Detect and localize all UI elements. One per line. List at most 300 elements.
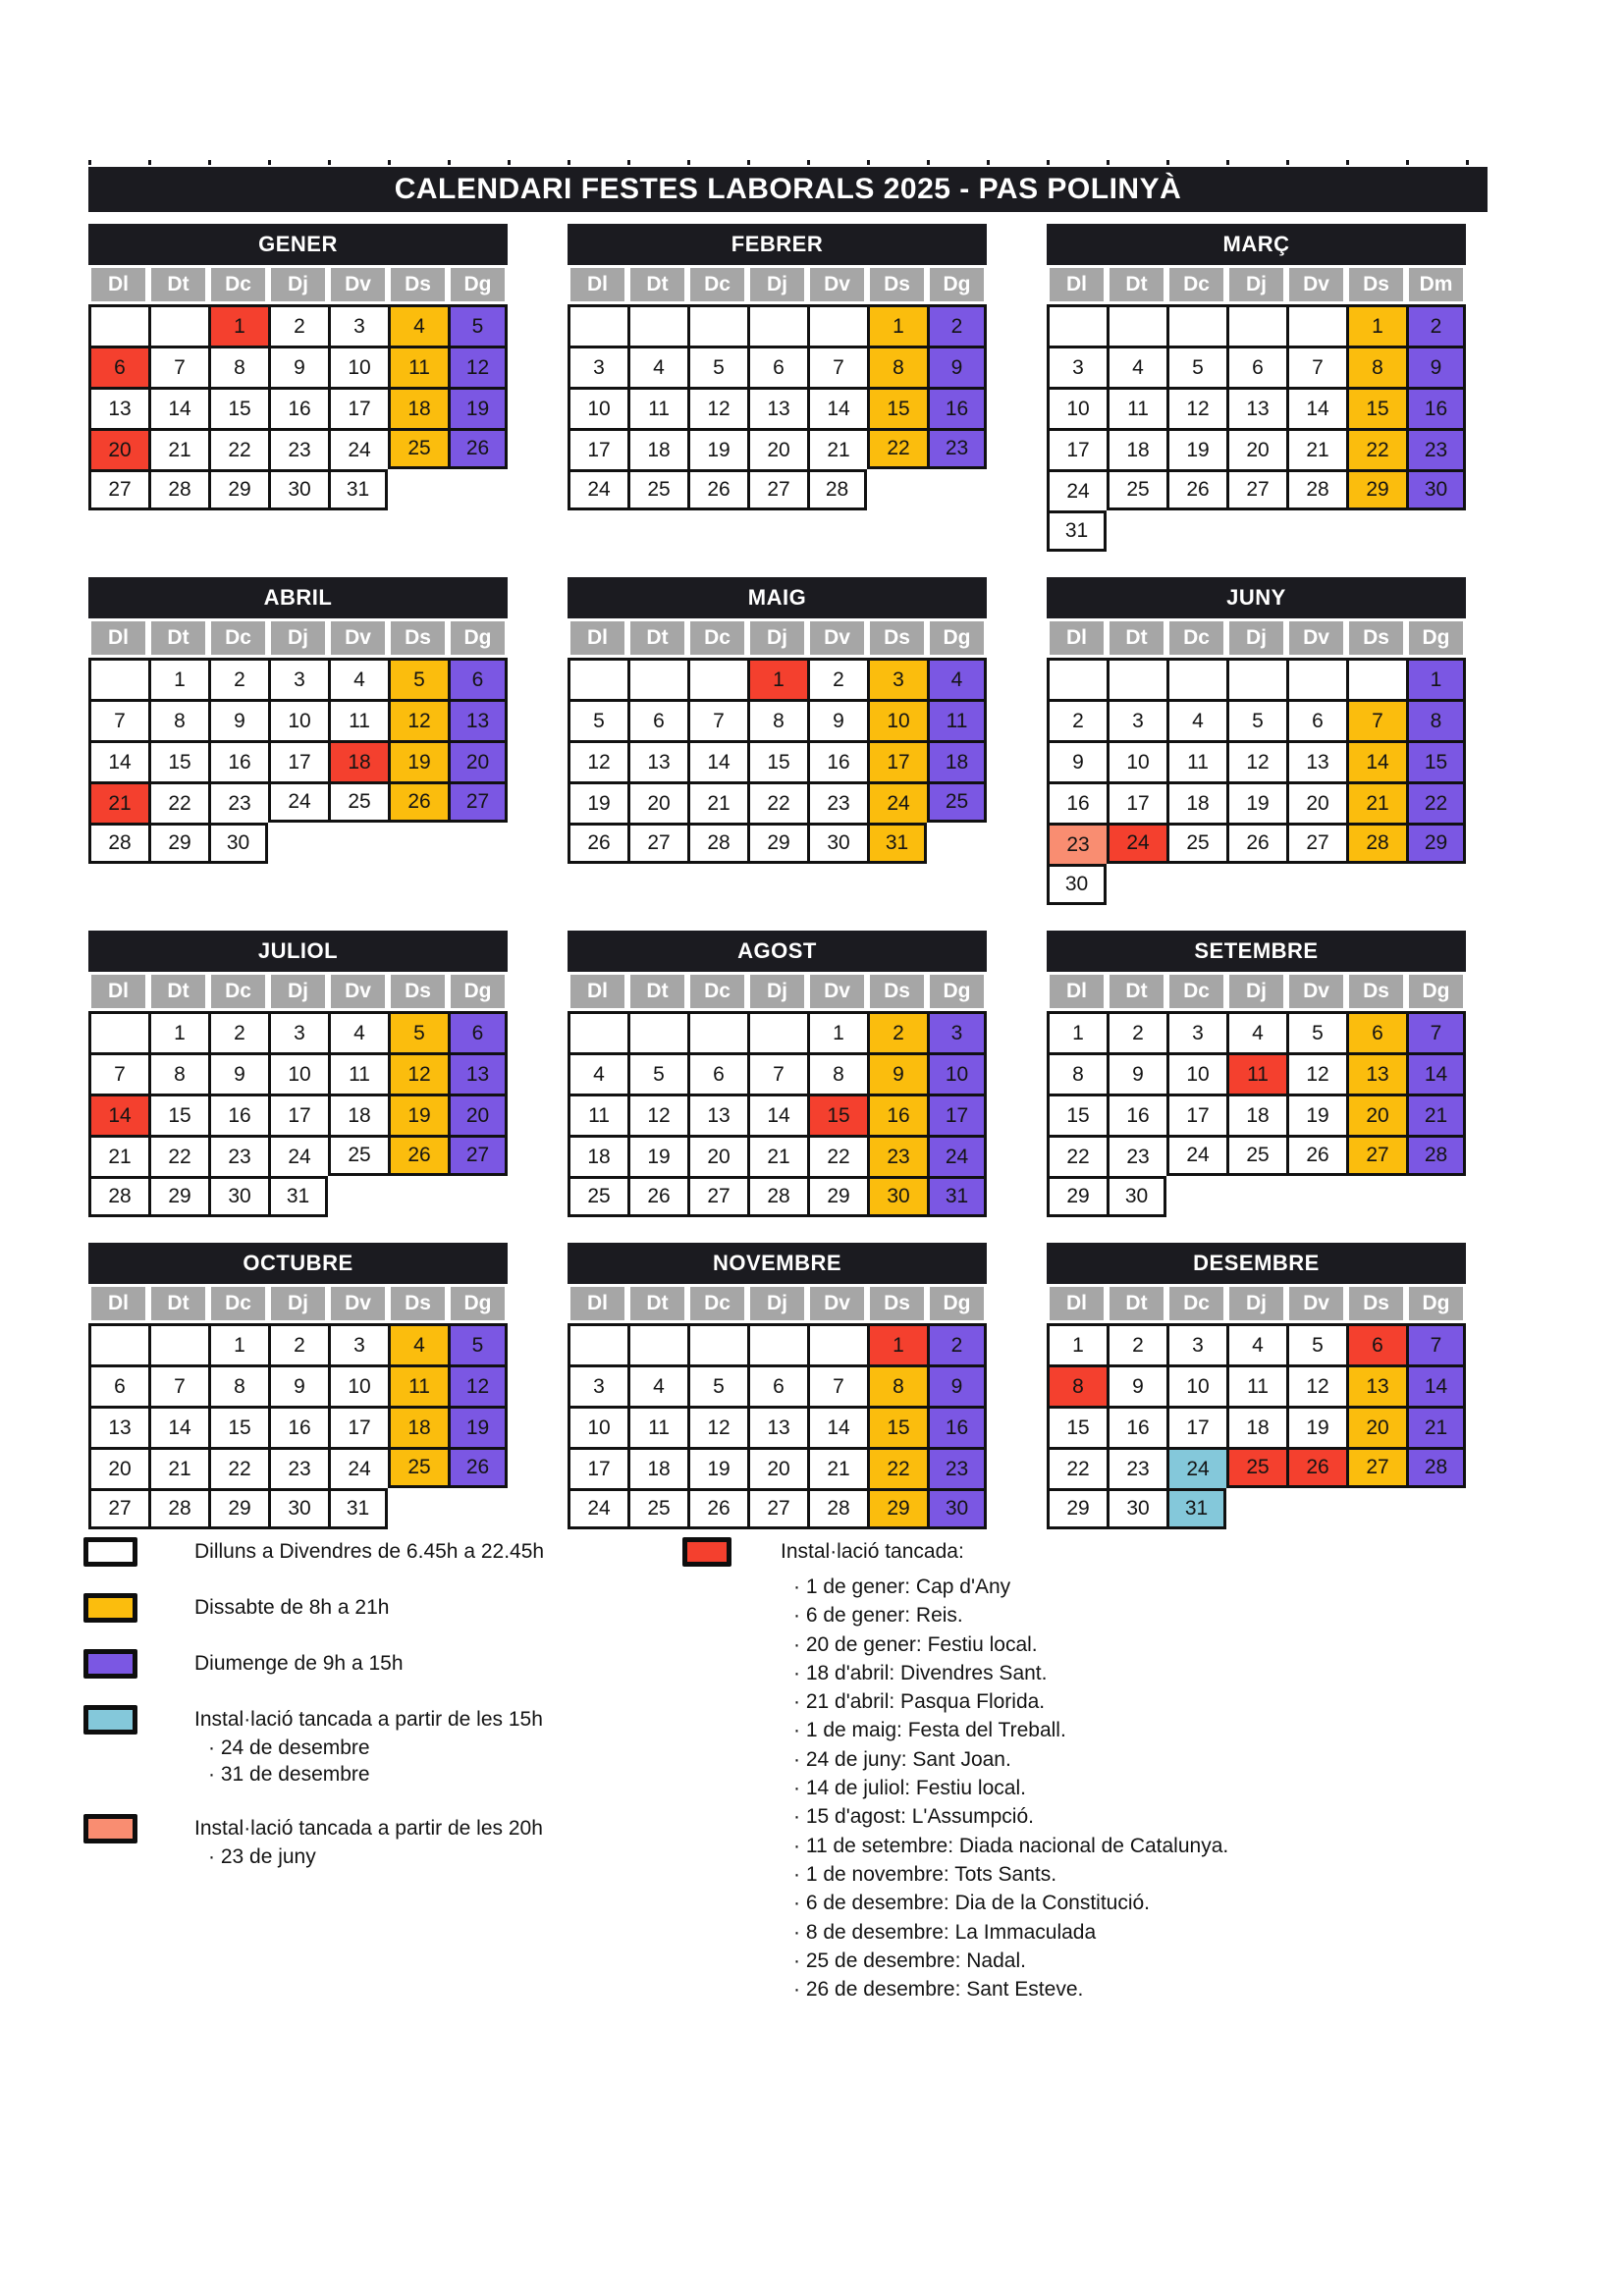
day-cell: 4	[388, 1323, 448, 1364]
day-cell: 16	[1406, 387, 1466, 428]
dow-header: Dl	[570, 975, 624, 1008]
day-cell: 30	[1107, 1488, 1166, 1529]
day-cell: 3	[927, 1011, 987, 1052]
day-cell: 13	[1346, 1052, 1406, 1094]
legend-item	[83, 1814, 633, 1870]
legend-swatch-c15	[83, 1705, 137, 1735]
day-cell: 13	[747, 1406, 807, 1447]
dow-header: Dt	[630, 1287, 684, 1320]
month-febrer	[568, 224, 990, 510]
day-cell: 20	[1226, 428, 1286, 469]
dow-header: Dj	[1229, 1287, 1283, 1320]
dow-header: Dj	[750, 975, 804, 1008]
day-cell: 14	[1406, 1364, 1466, 1406]
day-cell: 8	[1346, 346, 1406, 387]
dow-header-row	[568, 1284, 987, 1323]
day-cell: 19	[1226, 781, 1286, 823]
day-cell: 31	[1166, 1488, 1226, 1529]
dow-header: Dg	[1409, 1287, 1463, 1320]
day-cell: 11	[1166, 740, 1226, 781]
week-row	[88, 740, 511, 781]
day-cell: 3	[1047, 346, 1107, 387]
day-cell: 3	[568, 1364, 627, 1406]
day-cell: 16	[268, 1406, 328, 1447]
day-cell: 9	[927, 346, 987, 387]
empty-slot	[1406, 1488, 1466, 1529]
day-cell: 20	[627, 781, 687, 823]
week-row	[1047, 1323, 1469, 1364]
dow-header: Dj	[1229, 975, 1283, 1008]
dow-header: Dt	[630, 268, 684, 301]
day-cell: 3	[268, 658, 328, 699]
day-cell: 6	[1226, 346, 1286, 387]
day-cell-blank	[1286, 658, 1346, 699]
day-cell: 10	[328, 346, 388, 387]
day-cell-blank	[1226, 658, 1286, 699]
day-cell: 30	[208, 823, 268, 864]
empty-slot	[1166, 1176, 1226, 1217]
day-cell-blank	[568, 1011, 627, 1052]
day-cell: 20	[1346, 1406, 1406, 1447]
day-cell: 15	[747, 740, 807, 781]
week-row	[568, 346, 990, 387]
day-cell: 2	[268, 304, 328, 346]
legend-swatch-c20	[83, 1814, 137, 1843]
day-cell: 4	[388, 304, 448, 346]
day-cell: 19	[687, 1447, 747, 1488]
day-cell-blank	[687, 658, 747, 699]
empty-slot	[1346, 1176, 1406, 1217]
dow-header: Dv	[1289, 1287, 1343, 1320]
day-cell: 23	[208, 781, 268, 823]
dow-header: Dv	[810, 621, 864, 655]
day-cell: 12	[687, 387, 747, 428]
empty-slot	[1226, 510, 1286, 552]
day-cell: 30	[1047, 864, 1107, 905]
week-row	[568, 428, 990, 469]
day-cell: 8	[148, 1052, 208, 1094]
day-cell: 4	[1226, 1011, 1286, 1052]
empty-slot	[1346, 510, 1406, 552]
month-març	[1047, 224, 1469, 552]
closed-day-item: · 25 de desembre: Nadal.	[793, 1949, 1026, 1972]
day-cell-blank	[1107, 304, 1166, 346]
day-cell: 3	[1166, 1323, 1226, 1364]
day-cell-blank	[687, 1323, 747, 1364]
month-abril	[88, 577, 511, 864]
day-cell: 4	[1107, 346, 1166, 387]
legend-swatch-closed	[682, 1537, 731, 1567]
week-row	[568, 469, 990, 510]
dow-header: Dt	[151, 975, 205, 1008]
day-cell: 15	[208, 1406, 268, 1447]
dow-header: Dj	[750, 1287, 804, 1320]
day-cell: 24	[1166, 1447, 1226, 1488]
day-cell: 27	[1346, 1447, 1406, 1488]
day-cell: 14	[1406, 1052, 1466, 1094]
week-row	[88, 1406, 511, 1447]
month-title: FEBRER	[568, 224, 987, 265]
day-cell: 21	[687, 781, 747, 823]
day-cell: 20	[687, 1135, 747, 1176]
day-cell: 14	[88, 1094, 148, 1135]
legend-closed-items	[793, 1573, 1389, 2003]
day-cell: 22	[208, 1447, 268, 1488]
day-cell-blank	[627, 658, 687, 699]
dow-header: Ds	[1349, 1287, 1403, 1320]
day-cell: 6	[747, 346, 807, 387]
day-cell: 29	[208, 469, 268, 510]
day-cell: 1	[148, 1011, 208, 1052]
day-cell: 7	[807, 1364, 867, 1406]
day-cell: 9	[208, 1052, 268, 1094]
day-cell: 9	[1047, 740, 1107, 781]
day-cell: 26	[448, 428, 508, 469]
day-cell: 2	[927, 304, 987, 346]
dow-header: Dg	[451, 268, 505, 301]
week-row	[1047, 1052, 1469, 1094]
day-cell-blank	[747, 1011, 807, 1052]
day-cell: 31	[328, 1488, 388, 1529]
day-cell-blank	[807, 304, 867, 346]
empty-slot	[1286, 1488, 1346, 1529]
legend-item-body	[194, 1814, 543, 1870]
day-cell: 29	[747, 823, 807, 864]
day-cell: 14	[807, 387, 867, 428]
day-cell: 2	[268, 1323, 328, 1364]
dow-header: Ds	[1349, 975, 1403, 1008]
day-cell: 18	[927, 740, 987, 781]
week-row	[568, 1488, 990, 1529]
day-cell: 29	[1047, 1176, 1107, 1217]
day-cell: 13	[687, 1094, 747, 1135]
empty-slot	[448, 823, 508, 864]
day-cell: 18	[1226, 1094, 1286, 1135]
day-cell: 15	[807, 1094, 867, 1135]
dow-header-row	[568, 618, 987, 658]
day-cell-blank	[1226, 304, 1286, 346]
week-row	[88, 658, 511, 699]
day-cell: 19	[1286, 1094, 1346, 1135]
day-cell: 28	[88, 1176, 148, 1217]
dow-header: Dj	[750, 268, 804, 301]
empty-slot	[1107, 510, 1166, 552]
empty-slot	[1226, 1488, 1286, 1529]
day-cell: 16	[208, 740, 268, 781]
day-cell: 12	[1226, 740, 1286, 781]
dow-header: Dv	[1289, 975, 1343, 1008]
empty-slot	[388, 469, 448, 510]
day-cell: 10	[867, 699, 927, 740]
day-cell: 25	[1166, 823, 1226, 864]
dow-header: Dj	[750, 621, 804, 655]
day-cell: 5	[1286, 1011, 1346, 1052]
empty-slot	[448, 1488, 508, 1529]
day-cell-blank	[88, 1011, 148, 1052]
day-cell: 11	[328, 1052, 388, 1094]
legend-item	[83, 1593, 633, 1623]
closed-day-item: · 20 de gener: Festiu local.	[793, 1632, 1038, 1656]
legend-label: Instal·lació tancada a partir de les 15h	[194, 1708, 543, 1731]
day-cell: 13	[448, 1052, 508, 1094]
day-cell: 6	[747, 1364, 807, 1406]
day-cell: 10	[927, 1052, 987, 1094]
day-cell: 13	[1346, 1364, 1406, 1406]
dow-header: Dg	[1409, 975, 1463, 1008]
day-cell: 17	[927, 1094, 987, 1135]
day-cell: 24	[268, 1135, 328, 1176]
dow-header-row	[88, 972, 508, 1011]
day-cell: 27	[747, 1488, 807, 1529]
dow-header: Dj	[271, 1287, 325, 1320]
dow-header: Dl	[570, 621, 624, 655]
day-cell: 22	[208, 428, 268, 469]
dow-header-row	[568, 972, 987, 1011]
day-cell: 24	[1166, 1135, 1226, 1176]
day-cell: 17	[1047, 428, 1107, 469]
day-cell-blank	[627, 1323, 687, 1364]
day-cell: 2	[1107, 1011, 1166, 1052]
day-cell: 16	[927, 387, 987, 428]
month-desembre	[1047, 1243, 1469, 1529]
day-cell: 10	[268, 699, 328, 740]
week-row	[88, 699, 511, 740]
dow-header: Dg	[930, 621, 984, 655]
empty-slot	[388, 1488, 448, 1529]
day-cell: 16	[867, 1094, 927, 1135]
day-cell: 18	[1166, 781, 1226, 823]
day-cell: 1	[747, 658, 807, 699]
closed-day-item: · 1 de gener: Cap d'Any	[793, 1575, 1011, 1598]
week-row	[1047, 1364, 1469, 1406]
day-cell: 9	[268, 346, 328, 387]
day-cell: 14	[687, 740, 747, 781]
day-cell: 5	[448, 304, 508, 346]
closed-day-item: · 24 de juny: Sant Joan.	[793, 1747, 1011, 1771]
dow-header: Dc	[690, 975, 744, 1008]
month-title: SETEMBRE	[1047, 931, 1466, 972]
dow-header: Dv	[810, 268, 864, 301]
day-cell: 15	[208, 387, 268, 428]
week-row	[1047, 469, 1469, 510]
day-cell: 11	[1226, 1364, 1286, 1406]
legend-swatch-w	[83, 1537, 137, 1567]
day-cell: 25	[1107, 469, 1166, 510]
day-cell: 19	[448, 1406, 508, 1447]
day-cell: 9	[268, 1364, 328, 1406]
day-cell: 3	[1107, 699, 1166, 740]
closed-day-item: · 6 de gener: Reis.	[793, 1604, 963, 1628]
day-cell: 24	[867, 781, 927, 823]
day-cell: 21	[148, 428, 208, 469]
day-cell: 16	[807, 740, 867, 781]
day-cell: 17	[1166, 1406, 1226, 1447]
day-cell: 5	[1286, 1323, 1346, 1364]
dow-header: Dv	[810, 1287, 864, 1320]
dow-header-row	[88, 618, 508, 658]
day-cell: 11	[1107, 387, 1166, 428]
week-row	[88, 469, 511, 510]
month-title: MAIG	[568, 577, 987, 618]
day-cell: 19	[388, 740, 448, 781]
week-row	[568, 781, 990, 823]
day-cell: 15	[867, 387, 927, 428]
day-cell: 14	[807, 1406, 867, 1447]
dow-header: Dc	[1169, 1287, 1223, 1320]
spreadsheet-gridline-ticks	[88, 160, 1488, 165]
day-cell: 6	[88, 346, 148, 387]
week-row	[568, 304, 990, 346]
day-cell: 19	[1166, 428, 1226, 469]
week-row	[568, 740, 990, 781]
day-cell: 15	[1406, 740, 1466, 781]
day-cell: 3	[568, 346, 627, 387]
day-cell: 25	[1226, 1447, 1286, 1488]
week-row	[568, 1052, 990, 1094]
day-cell: 5	[1226, 699, 1286, 740]
day-cell: 20	[88, 428, 148, 469]
day-cell: 4	[328, 658, 388, 699]
day-cell: 27	[88, 469, 148, 510]
dow-header: Dg	[451, 975, 505, 1008]
dow-header-row	[568, 265, 987, 304]
day-cell-blank	[747, 1323, 807, 1364]
day-cell: 30	[807, 823, 867, 864]
day-cell: 4	[1226, 1323, 1286, 1364]
dow-header: Dg	[451, 621, 505, 655]
legend-item-body	[194, 1537, 544, 1567]
dow-header: Dc	[211, 975, 265, 1008]
day-cell: 25	[927, 781, 987, 823]
day-cell: 1	[1047, 1011, 1107, 1052]
week-row	[1047, 304, 1469, 346]
dow-header: Dc	[211, 268, 265, 301]
month-title: OCTUBRE	[88, 1243, 508, 1284]
closed-day-item: · 1 de maig: Festa del Treball.	[793, 1719, 1066, 1742]
legend-label: Dissabte de 8h a 21h	[194, 1596, 390, 1619]
day-cell: 28	[148, 1488, 208, 1529]
day-cell: 17	[568, 428, 627, 469]
week-row	[1047, 1135, 1469, 1176]
day-cell: 21	[1406, 1406, 1466, 1447]
day-cell: 24	[328, 1447, 388, 1488]
dow-header: Ds	[870, 975, 924, 1008]
day-cell: 5	[687, 346, 747, 387]
day-cell: 6	[88, 1364, 148, 1406]
day-cell: 4	[1166, 699, 1226, 740]
dow-header: Dc	[211, 1287, 265, 1320]
month-title: DESEMBRE	[1047, 1243, 1466, 1284]
day-cell: 7	[687, 699, 747, 740]
dow-header: Dm	[1409, 268, 1463, 301]
day-cell: 1	[148, 658, 208, 699]
day-cell: 12	[448, 1364, 508, 1406]
week-row	[568, 1094, 990, 1135]
month-agost	[568, 931, 990, 1217]
day-cell: 30	[208, 1176, 268, 1217]
dow-header: Ds	[391, 268, 445, 301]
day-cell: 4	[568, 1052, 627, 1094]
day-cell: 21	[747, 1135, 807, 1176]
day-cell: 22	[148, 781, 208, 823]
dow-header: Dc	[690, 1287, 744, 1320]
day-cell: 27	[1286, 823, 1346, 864]
day-cell: 13	[1286, 740, 1346, 781]
day-cell: 17	[328, 387, 388, 428]
closed-day-item: · 21 d'abril: Pasqua Florida.	[793, 1690, 1046, 1714]
day-cell: 11	[927, 699, 987, 740]
day-cell: 3	[867, 658, 927, 699]
day-cell: 2	[867, 1011, 927, 1052]
day-cell: 27	[1346, 1135, 1406, 1176]
empty-slot	[388, 823, 448, 864]
day-cell: 26	[687, 469, 747, 510]
day-cell-blank	[568, 1323, 627, 1364]
day-cell: 23	[268, 1447, 328, 1488]
month-juny	[1047, 577, 1469, 905]
day-cell: 29	[148, 1176, 208, 1217]
day-cell: 6	[1346, 1011, 1406, 1052]
day-cell: 18	[328, 1094, 388, 1135]
dow-header: Dt	[1110, 975, 1164, 1008]
day-cell: 4	[627, 346, 687, 387]
empty-slot	[328, 823, 388, 864]
closed-day-item: · 1 de novembre: Tots Sants.	[793, 1862, 1057, 1886]
day-cell: 8	[747, 699, 807, 740]
day-cell: 12	[1286, 1364, 1346, 1406]
day-cell: 24	[568, 1488, 627, 1529]
day-cell: 23	[1406, 428, 1466, 469]
day-cell: 21	[88, 1135, 148, 1176]
dow-header: Dg	[930, 268, 984, 301]
day-cell: 18	[328, 740, 388, 781]
day-cell-blank	[1286, 304, 1346, 346]
dow-header: Dj	[1229, 268, 1283, 301]
day-cell: 11	[388, 1364, 448, 1406]
day-cell: 31	[867, 823, 927, 864]
week-row	[568, 387, 990, 428]
week-row	[88, 346, 511, 387]
dow-header: Ds	[391, 621, 445, 655]
dow-header: Dt	[630, 621, 684, 655]
dow-header-row	[1047, 265, 1466, 304]
day-cell: 13	[747, 387, 807, 428]
dow-header: Dv	[331, 268, 385, 301]
day-cell: 23	[867, 1135, 927, 1176]
day-cell: 1	[867, 304, 927, 346]
day-cell: 27	[448, 781, 508, 823]
day-cell: 17	[1166, 1094, 1226, 1135]
day-cell: 12	[448, 346, 508, 387]
week-row	[1047, 510, 1469, 552]
week-row	[88, 1447, 511, 1488]
day-cell: 15	[148, 740, 208, 781]
dow-header: Dl	[91, 621, 145, 655]
dow-header-row	[1047, 972, 1466, 1011]
day-cell: 20	[747, 428, 807, 469]
day-cell: 17	[328, 1406, 388, 1447]
day-cell: 28	[807, 1488, 867, 1529]
day-cell: 29	[1047, 1488, 1107, 1529]
week-row	[1047, 1488, 1469, 1529]
day-cell-blank	[627, 304, 687, 346]
day-cell: 19	[687, 428, 747, 469]
day-cell: 2	[1047, 699, 1107, 740]
week-row	[88, 387, 511, 428]
day-cell: 18	[1226, 1406, 1286, 1447]
day-cell: 8	[208, 1364, 268, 1406]
day-cell: 29	[1406, 823, 1466, 864]
